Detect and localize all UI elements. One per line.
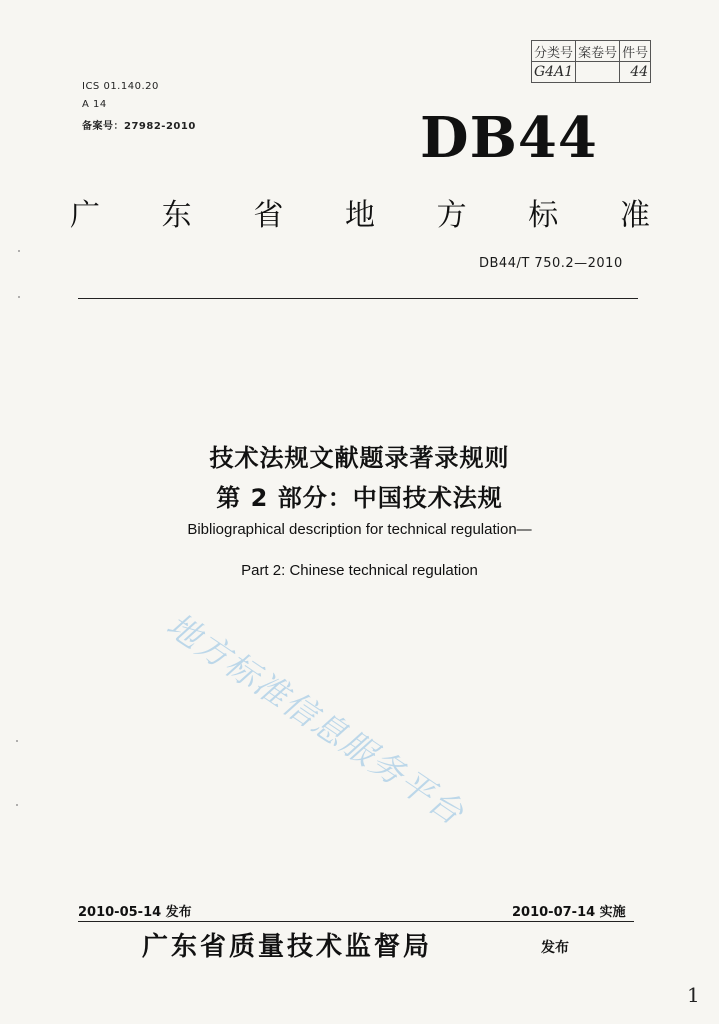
title-en-line1: Bibliographical description for technical regulation— — [187, 521, 532, 538]
issue-label: 发布 — [541, 940, 569, 956]
standard-type-char: 准 — [619, 198, 650, 233]
ccs-code: A 14 — [82, 99, 107, 110]
title-en-line2: Part 2: Chinese technical regulation — [241, 562, 478, 579]
standard-type-char: 标 — [528, 198, 559, 233]
ics-code: ICS 01.140.20 — [82, 81, 159, 92]
scan-speck — [16, 740, 18, 742]
standard-type-char: 省 — [253, 198, 284, 233]
stamp-header-item: 件号 — [620, 41, 651, 62]
record-number: 备案号：27982-2010 — [82, 121, 196, 132]
issuing-authority: 广东省质量技术监督局 — [142, 932, 433, 962]
standard-type-char: 方 — [436, 198, 467, 233]
platform-watermark: 地方标准信息服务平台 — [159, 604, 472, 834]
stamp-header-class: 分类号 — [532, 41, 576, 62]
db44-logo: DB44 — [420, 105, 598, 171]
header-divider — [78, 298, 638, 299]
footer-divider — [78, 921, 634, 922]
title-cn-line1: 技术法规文献题录著录规则 — [209, 444, 510, 472]
publish-date: 2010-05-14 发布 — [78, 905, 192, 920]
stamp-value-class: G4A1 — [532, 62, 576, 83]
standard-code: DB44/T 750.2—2010 — [479, 256, 623, 271]
scan-speck — [18, 250, 20, 252]
archive-stamp — [531, 40, 651, 83]
standard-type-title — [70, 190, 650, 234]
standard-type-char: 广 — [70, 198, 100, 233]
stamp-value-volume — [576, 62, 620, 83]
standard-type-char: 东 — [161, 198, 192, 233]
stamp-value-item: 44 — [620, 62, 651, 83]
page-number: 1 — [687, 983, 700, 1007]
implement-date: 2010-07-14 实施 — [512, 905, 626, 920]
stamp-header-volume: 案卷号 — [576, 41, 620, 62]
standard-type-char: 地 — [344, 198, 375, 233]
scan-speck — [16, 804, 18, 806]
title-cn-line2: 第 2 部分：中国技术法规 — [216, 484, 503, 512]
scan-speck — [18, 296, 20, 298]
